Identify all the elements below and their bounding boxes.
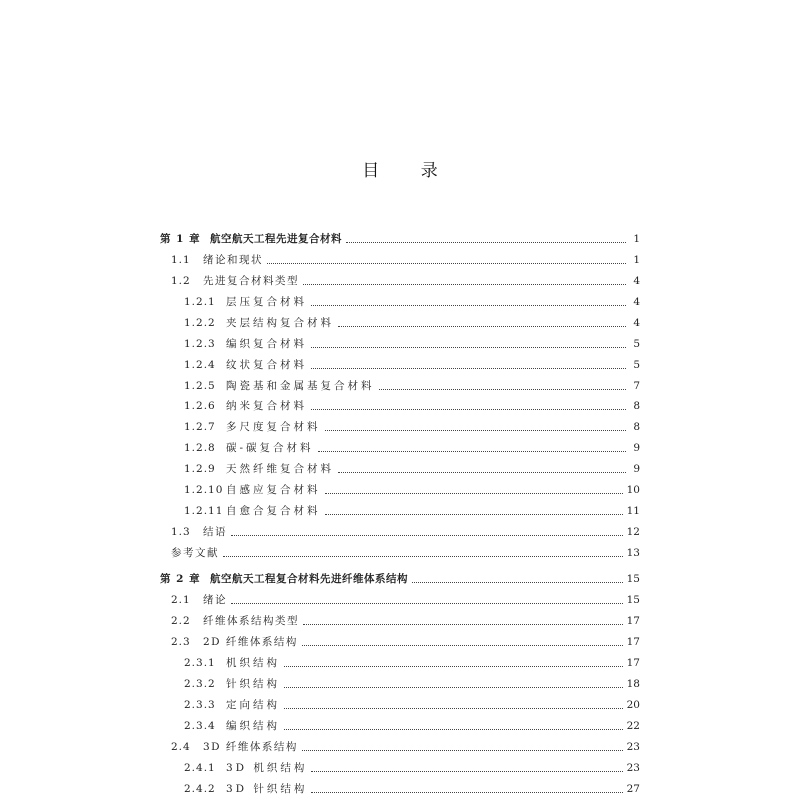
toc-entry-number: 2.1 [171, 594, 191, 606]
toc-entry-title: 编织复合材料 [226, 338, 307, 350]
toc-entry[interactable] [171, 734, 640, 754]
toc-entry-number: 2.4.1 [184, 762, 216, 774]
toc-entry-title: 先进复合材料类型 [203, 275, 299, 287]
toc-chapter-entry[interactable] [160, 226, 640, 246]
dot-leader [311, 304, 626, 306]
toc-entry[interactable] [171, 608, 640, 628]
toc-entry-number: 1.2.4 [184, 359, 216, 371]
toc-entry-number: 1.1 [171, 254, 191, 266]
toc-entry-page: 23 [626, 741, 640, 753]
toc-entry[interactable] [184, 692, 640, 712]
dot-leader [302, 749, 623, 751]
dot-leader [311, 408, 626, 410]
toc-entry-title: 夹层结构复合材料 [226, 317, 334, 329]
dot-leader [284, 707, 623, 709]
toc-entry-title: 3D 机织结构 [226, 762, 308, 774]
toc-entry-page: 18 [626, 678, 640, 690]
toc-entry-page: 27 [626, 783, 640, 795]
toc-entry-title: 针织结构 [226, 678, 280, 690]
toc-entry-title: 自愈合复合材料 [226, 505, 321, 517]
toc-entry-page: 23 [626, 762, 640, 774]
toc-entry-number: 2.3.4 [184, 720, 216, 732]
toc-entry-page: 4 [633, 317, 640, 329]
toc-entry-page: 12 [626, 526, 640, 538]
toc-entry-number: 1.2.8 [184, 442, 216, 454]
dot-leader [325, 513, 623, 515]
toc-entry-title: 航空航天工程复合材料先进纤维体系结构 [210, 573, 408, 585]
toc-entry[interactable] [184, 671, 640, 691]
toc-entry[interactable] [171, 268, 640, 288]
toc-entry[interactable] [184, 414, 640, 434]
dot-leader [284, 728, 623, 730]
dot-leader [284, 665, 623, 667]
toc-entry[interactable] [184, 498, 640, 518]
toc-entry[interactable] [171, 629, 640, 649]
toc-entry[interactable] [184, 310, 640, 330]
dot-leader [284, 686, 623, 688]
toc-entry-number: 1.2.1 [184, 296, 216, 308]
dot-leader [412, 581, 623, 583]
toc-entry-number: 2.4 [171, 741, 191, 753]
toc-entry[interactable] [184, 352, 640, 372]
toc-entry-number: 2.4.2 [184, 783, 216, 795]
toc-entry-number: 第 1 章 [160, 233, 201, 245]
toc-entry-page: 5 [633, 359, 640, 371]
toc-entry-page: 10 [626, 484, 640, 496]
toc-entry-title: 多尺度复合材料 [226, 421, 321, 433]
toc-entry-number: 1.2.5 [184, 380, 216, 392]
toc-entry-number: 2.3 [171, 636, 191, 648]
toc-entry[interactable] [184, 755, 640, 775]
dot-leader [223, 555, 623, 557]
toc-entry-page: 9 [633, 442, 640, 454]
dot-leader [302, 644, 623, 646]
toc-entry-title: 层压复合材料 [226, 296, 307, 308]
toc-entry-page: 8 [633, 400, 640, 412]
toc-entry-title: 结语 [203, 526, 227, 538]
toc-entry-page: 13 [626, 547, 640, 559]
dot-leader [231, 534, 623, 536]
toc-entry-title: 绪论和现状 [203, 254, 263, 266]
toc-entry-page: 7 [633, 380, 640, 392]
toc-entry-title: 3D 针织结构 [226, 783, 308, 795]
toc-entry[interactable] [171, 587, 640, 607]
toc-entry-number: 2.2 [171, 615, 191, 627]
toc-entry-page: 17 [626, 636, 640, 648]
toc-entry[interactable] [184, 776, 640, 796]
dot-leader [311, 791, 622, 793]
toc-entry[interactable] [184, 373, 640, 393]
toc-entry[interactable] [171, 540, 640, 560]
toc-entry-title: 机织结构 [226, 657, 280, 669]
toc-entry-number: 1.2.2 [184, 317, 216, 329]
toc-entry[interactable] [184, 650, 640, 670]
toc-entry-page: 5 [633, 338, 640, 350]
toc-entry-page: 22 [626, 720, 640, 732]
toc-entry-page: 17 [626, 615, 640, 627]
toc-entry-page: 20 [626, 699, 640, 711]
toc-entry-page: 15 [626, 573, 640, 585]
toc-entry[interactable] [171, 247, 640, 267]
dot-leader [311, 367, 626, 369]
dot-leader [311, 346, 626, 348]
dot-leader [379, 388, 627, 390]
toc-entry[interactable] [184, 331, 640, 351]
toc-entry-title: 纤维体系结构类型 [203, 615, 299, 627]
toc-entry-number: 2.3.1 [184, 657, 216, 669]
dot-leader [325, 492, 623, 494]
toc-entry-title: 2D 纤维体系结构 [203, 636, 298, 648]
toc-entry[interactable] [171, 519, 640, 539]
toc-entry[interactable] [184, 713, 640, 733]
dot-leader [303, 283, 626, 285]
dot-leader [325, 429, 627, 431]
toc-entry-number: 1.2.7 [184, 421, 216, 433]
toc-entry-title: 3D 纤维体系结构 [203, 741, 298, 753]
dot-leader [311, 770, 622, 772]
dot-leader [318, 450, 626, 452]
toc-entry-number: 1.2.6 [184, 400, 216, 412]
toc-entry-page: 4 [633, 275, 640, 287]
toc-entry[interactable] [184, 393, 640, 413]
toc-entry[interactable] [184, 456, 640, 476]
toc-entry-title: 定向结构 [226, 699, 280, 711]
toc-entry-title: 航空航天工程先进复合材料 [210, 233, 342, 245]
toc-entry-number: 1.2.11 [184, 505, 224, 517]
toc-entry[interactable] [184, 477, 640, 497]
toc-entry-number: 1.2.10 [184, 484, 224, 496]
toc-entry-page: 1 [633, 233, 640, 245]
toc-entry-page: 4 [633, 296, 640, 308]
dot-leader [346, 241, 626, 243]
toc-entry-number: 1.2.9 [184, 463, 216, 475]
toc-entry-number: 第 2 章 [160, 573, 201, 585]
toc-entry-page: 1 [633, 254, 640, 266]
dot-leader [338, 471, 626, 473]
toc-chapter-entry[interactable] [160, 566, 640, 586]
toc-entry-page: 9 [633, 463, 640, 475]
dot-leader [231, 602, 623, 604]
toc-entry-number: 2.3.3 [184, 699, 216, 711]
toc-entry-title: 碳-碳复合材料 [226, 442, 314, 454]
dot-leader [338, 325, 626, 327]
toc-entry-page: 15 [626, 594, 640, 606]
toc-entry-page: 17 [626, 657, 640, 669]
toc-entry-page: 8 [633, 421, 640, 433]
toc-entry-title: 编织结构 [226, 720, 280, 732]
page-title: 目 录 [362, 161, 456, 181]
toc-entry-number: 1.3 [171, 526, 191, 538]
toc-entry[interactable] [184, 435, 640, 455]
toc-entry-title: 纹状复合材料 [226, 359, 307, 371]
dot-leader [303, 623, 623, 625]
toc-entry[interactable] [184, 289, 640, 309]
toc-entry-number: 1.2 [171, 275, 191, 287]
toc-entry-title: 纳米复合材料 [226, 400, 307, 412]
toc-entry-number: 1.2.3 [184, 338, 216, 350]
toc-entry-title: 参考文献 [171, 547, 219, 559]
toc-entry-title: 陶瓷基和金属基复合材料 [226, 380, 375, 392]
toc-entry-title: 绪论 [203, 594, 227, 606]
toc-entry-number: 2.3.2 [184, 678, 216, 690]
toc-entry-page: 11 [626, 505, 640, 517]
dot-leader [267, 262, 626, 264]
toc-entry-title: 自感应复合材料 [226, 484, 321, 496]
toc-entry-title: 天然纤维复合材料 [226, 463, 334, 475]
